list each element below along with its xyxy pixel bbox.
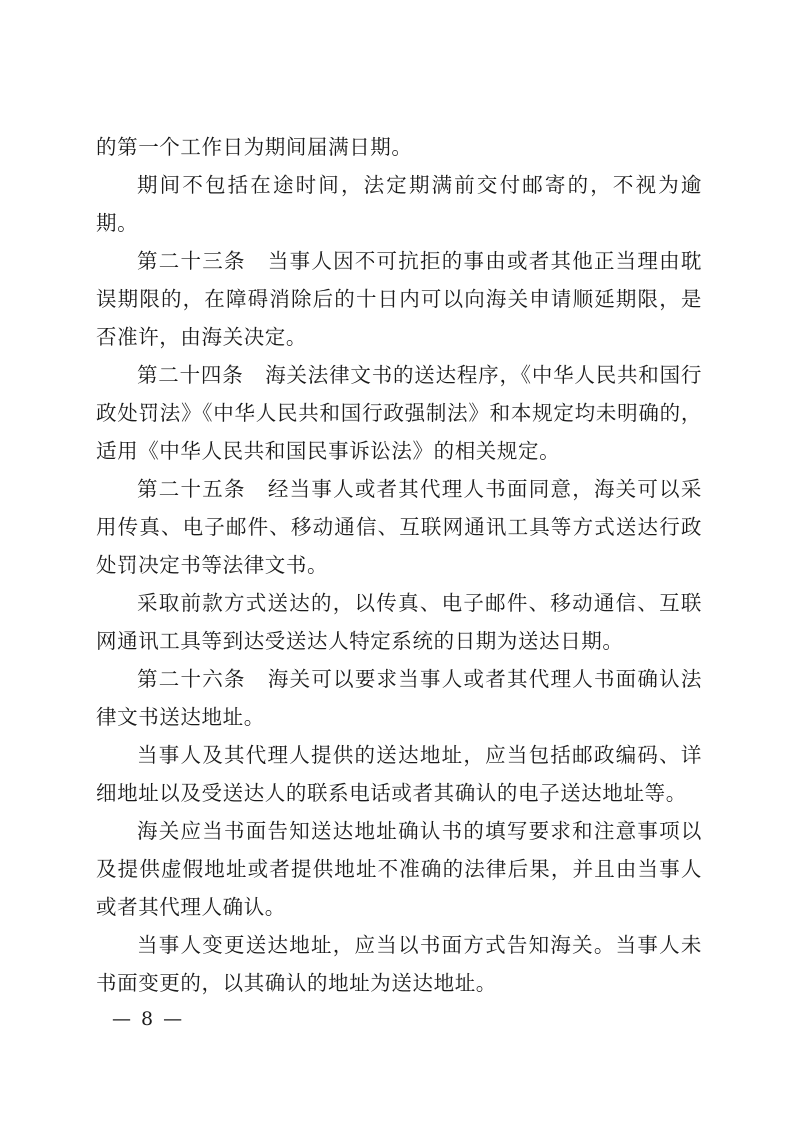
article-number-label: 第二十三条 (137, 249, 246, 273)
article-number-label: 第二十五条 (137, 477, 246, 501)
paragraph-text: 当事人因不可抗拒的事由或者其他正当理由耽误期限的，在障碍消除后的十日内可以向海关申请顺延期限，是否准许，由海关决定。 (96, 249, 703, 349)
body-paragraph (96, 736, 702, 812)
paragraph-text: 当事人及其代理人提供的送达地址，应当包括邮政编码、详细地址以及受送达人的联系电话或者其确认的电子送达地址等。 (96, 743, 702, 805)
body-paragraph (96, 166, 702, 242)
paragraph-text: 期间不包括在途时间，法定期满前交付邮寄的，不视为逾期。 (96, 173, 702, 235)
article-paragraph (96, 242, 702, 356)
article-number-label: 第二十四条 (137, 363, 244, 387)
paragraph-text: 海关应当书面告知送达地址确认书的填写要求和注意事项以及提供虚假地址或者提供地址不准确的法律后果，并且由当事人或者其代理人确认。 (96, 819, 702, 919)
body-paragraph (96, 926, 702, 1002)
paragraph-text: 海关可以要求当事人或者其代理人书面确认法律文书送达地址。 (96, 667, 703, 729)
paragraph-text: 经当事人或者其代理人书面同意，海关可以采用传真、电子邮件、移动通信、互联网通讯工具等方式送达行政处罚决定书等法律文书。 (96, 477, 703, 577)
paragraph-text: 采取前款方式送达的，以传真、电子邮件、移动通信、互联网通讯工具等到达受送达人特定系统的日期为送达日期。 (96, 591, 702, 653)
article-paragraph (96, 660, 702, 736)
article-paragraph (96, 356, 702, 470)
body-paragraph (96, 128, 702, 166)
body-paragraph (96, 584, 702, 660)
paragraph-text: 海关法律文书的送达程序，《中华人民共和国行政处罚法》《中华人民共和国行政强制法》和本规定均未明确的，适用《中华人民共和国民事诉讼法》的相关规定。 (96, 363, 703, 463)
article-paragraph (96, 470, 702, 584)
paragraph-text: 当事人变更送达地址，应当以书面方式告知海关。当事人未书面变更的，以其确认的地址为送达地址。 (96, 933, 702, 995)
paragraph-text: 的第一个工作日为期间届满日期。 (96, 135, 413, 159)
document-body (96, 128, 702, 1002)
body-paragraph (96, 812, 702, 926)
page-number-footer: — 8 — (112, 1008, 185, 1030)
article-number-label: 第二十六条 (137, 667, 246, 691)
